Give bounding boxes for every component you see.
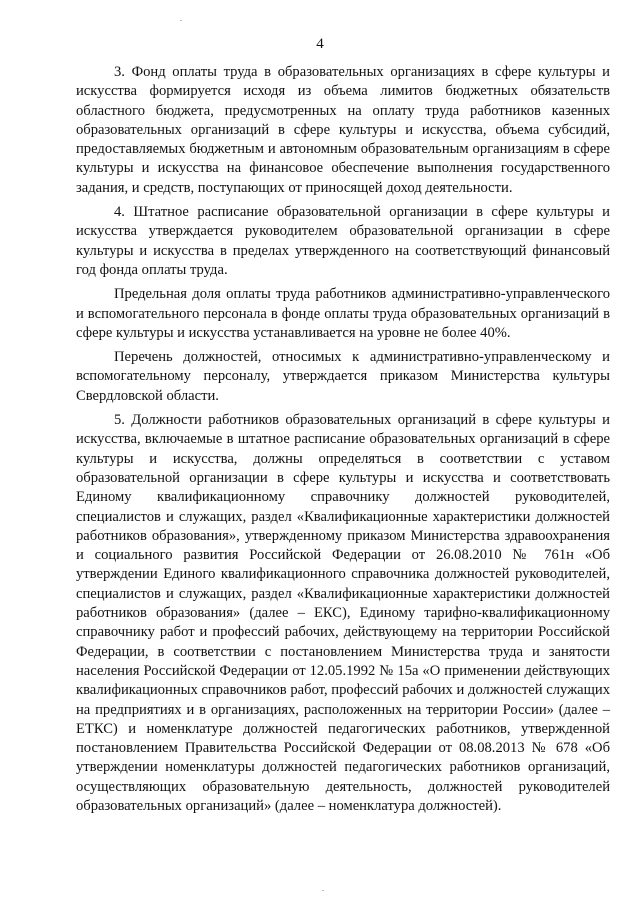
scan-speck: [322, 890, 324, 891]
document-body: [76, 63, 610, 816]
paragraph-4-staff-schedule: 4. Штатное расписание образовательной организации в сфере культуры и искусства утверждается руководителем образовательной организации в сфере культуры и искусства в пределах утвержденного на соответствующий финансовый год фонда оплаты труда.: [76, 204, 610, 278]
paragraph-position-list: Перечень должностей, относимых к административно-управленческому и вспомогательному персоналу, утверждается приказом Министерства культуры Свердловской области.: [76, 349, 610, 404]
page-number: 4: [316, 36, 324, 52]
paragraph-admin-share-limit: Предельная доля оплаты труда работников административно-управленческого и вспомогательного персонала в фонде оплаты труда образовательных организаций в сфере культуры и искусства устанавливается на уровне не более 40%.: [76, 286, 610, 341]
scan-speck: [180, 20, 182, 21]
paragraph-3-salary-fund: 3. Фонд оплаты труда в образовательных организациях в сфере культуры и искусства формируется исходя из объема лимитов бюджетных обязательств областного бюджета, предусмотренных на оплату труда работников казенных образовательных организаций в сфере культуры и искусства, объема субсидий, предоставляемых бюджетным и автономным образовательным организациям в сфере культуры и искусства на финансовое обеспечение выполнения государственного задания, и средств, поступающих от приносящей доход деятельности.: [76, 64, 610, 196]
paragraph-5-positions: 5. Должности работников образовательных организаций в сфере культуры и искусства, включаемые в штатное расписание образовательных организаций в сфере культуры и искусства, должны определяться в соответствии с уставом образовательной организации в сфере культуры и искусства и соответствовать Единому квалификационному справочнику должностей руководителей, специалистов и служащих, раздел «Квалификационные характеристики должностей работников образования», утвержденному приказом Министерства здравоохранения и социального развития Российской Федерации от 26.08.2010 № 761н «Об утверждении Единого квалификационного справочника должностей руководителей, специалистов и служащих, раздел «Квалификационные характеристики должностей работников образования» (далее – ЕКС), Единому тарифно-квалификационному справочнику работ и профессий рабочих, действующему на территории Российской Федерации, в соответствии с постановлением Министерства труда и занятости населения Российской Федерации от 12.05.1992 № 15а «О применении действующих квалификационных справочников работ, профессий рабочих и должностей служащих на предприятиях и в организациях, расположенных на территории России» (далее – ЕТКС) и номенклатуре должностей педагогических работников, утвержденной постановлением Правительства Российской Федерации от 08.08.2013 № 678 «Об утверждении номенклатуры должностей педагогических работников организаций, осуществляющих образовательную деятельность, должностей руководителей образовательных организаций» (далее – номенклатура должностей).: [76, 412, 610, 814]
